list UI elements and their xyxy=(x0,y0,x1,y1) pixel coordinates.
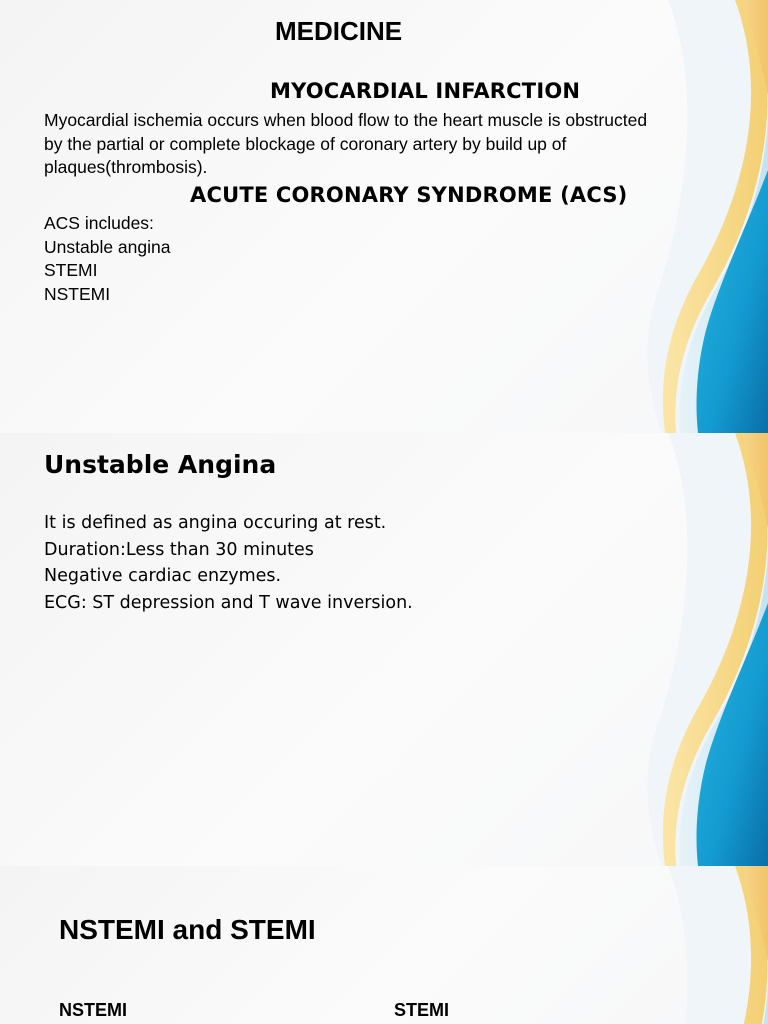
slide-title: MEDICINE xyxy=(275,16,403,46)
list-item: ACS includes: xyxy=(44,213,154,233)
list-item: NSTEMI xyxy=(44,283,111,304)
paragraph-line: by the partial or complete blockage of coronary artery by build up of xyxy=(44,133,567,154)
column-heading-stemi: STEMI xyxy=(394,1000,450,1020)
section-heading-acs: ACUTE CORONARY SYNDROME (ACS) xyxy=(190,183,628,207)
list-item: ECG: ST depression and T wave inversion. xyxy=(44,592,413,613)
slide-nstemi-and-stemi xyxy=(0,866,768,1024)
slide-unstable-angina xyxy=(0,433,768,866)
definition-paragraph xyxy=(44,109,714,180)
section-heading-myocardial-infarction: MYOCARDIAL INFARCTION xyxy=(270,79,581,103)
decorative-wave-graphic xyxy=(0,433,768,866)
list-item: Negative cardiac enzymes. xyxy=(44,566,282,587)
column-heading-nstemi: NSTEMI xyxy=(59,1000,128,1020)
list-item: It is defined as angina occuring at rest. xyxy=(44,513,387,533)
slide-myocardial-infarction xyxy=(0,0,768,433)
list-item: STEMI xyxy=(44,260,98,280)
acs-list xyxy=(44,212,170,306)
angina-facts-list xyxy=(44,510,413,616)
slide-title: Unstable Angina xyxy=(44,450,277,479)
paragraph-line: plaques(thrombosis). xyxy=(44,157,208,177)
paragraph-line: Myocardial ischemia occurs when blood flow to the heart muscle is obstructed xyxy=(44,110,648,130)
list-item: Duration:Less than 30 minutes xyxy=(44,539,314,560)
slide-title: NSTEMI and STEMI xyxy=(59,914,316,945)
list-item: Unstable angina xyxy=(44,236,171,257)
